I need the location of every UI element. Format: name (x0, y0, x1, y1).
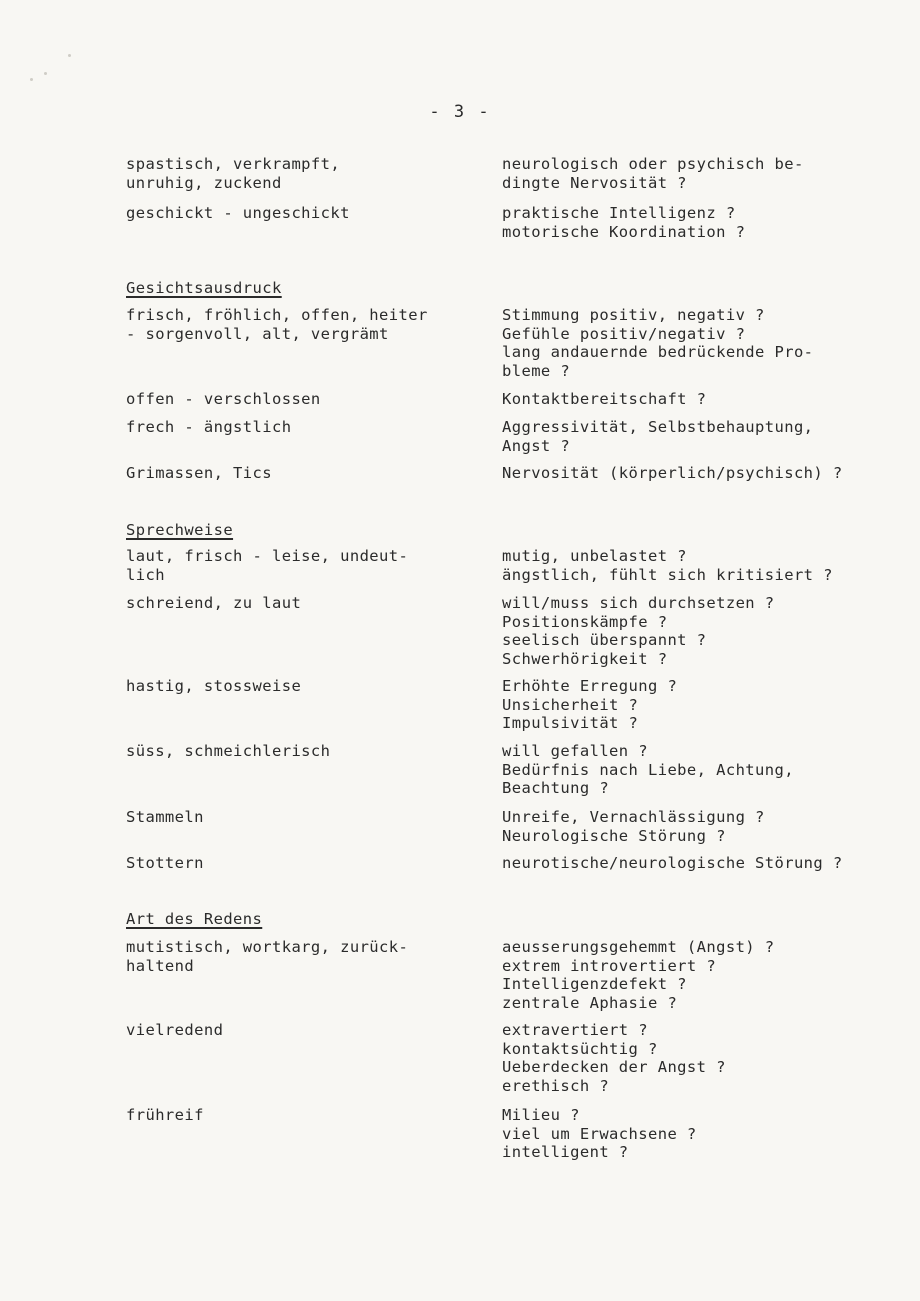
interpretation-text: will/muss sich durchsetzen ? Positionskämpfe ? seelisch überspannt ? Schwerhörigkeit ? (502, 594, 775, 668)
interpretation-text: Erhöhte Erregung ? Unsicherheit ? Impulsivität ? (502, 677, 678, 732)
interpretation-text: neurologisch oder psychisch be- dingte Nervosität ? (502, 155, 804, 192)
section-heading: Gesichtsausdruck (126, 279, 282, 297)
observation-text: geschickt - ungeschickt (126, 204, 350, 222)
observation-text: Stottern (126, 854, 204, 872)
observation-text: süss, schmeichlerisch (126, 742, 331, 760)
observation-text: frisch, fröhlich, offen, heiter - sorgenvoll, alt, vergrämt (126, 306, 428, 343)
observation-text: spastisch, verkrampft, unruhig, zuckend (126, 155, 341, 192)
observation-text: Stammeln (126, 808, 204, 826)
paper-speck (68, 54, 71, 57)
observation-text: offen - verschlossen (126, 390, 321, 408)
interpretation-text: Kontaktbereitschaft ? (502, 390, 707, 408)
interpretation-text: will gefallen ? Bedürfnis nach Liebe, Achtung, Beachtung ? (502, 742, 794, 797)
observation-text: laut, frisch - leise, undeut- lich (126, 547, 409, 584)
interpretation-text: Nervosität (körperlich/psychisch) ? (502, 464, 843, 482)
interpretation-text: Unreife, Vernachlässigung ? Neurologische Störung ? (502, 808, 765, 845)
interpretation-text: neurotische/neurologische Störung ? (502, 854, 843, 872)
observation-text: frühreif (126, 1106, 204, 1124)
paper-speck (30, 78, 33, 81)
page-number: - 3 - (429, 102, 491, 122)
observation-text: hastig, stossweise (126, 677, 302, 695)
interpretation-text: Aggressivität, Selbstbehauptung, Angst ? (502, 418, 814, 455)
interpretation-text: mutig, unbelastet ? ängstlich, fühlt sich kritisiert ? (502, 547, 833, 584)
observation-text: mutistisch, wortkarg, zurück- haltend (126, 938, 409, 975)
observation-text: vielredend (126, 1021, 224, 1039)
observation-text: frech - ängstlich (126, 418, 292, 436)
interpretation-text: extravertiert ? kontaktsüchtig ? Ueberdecken der Angst ? erethisch ? (502, 1021, 726, 1095)
section-heading: Art des Redens (126, 910, 263, 928)
interpretation-text: Milieu ? viel um Erwachsene ? intelligent ? (502, 1106, 697, 1161)
interpretation-text: aeusserungsgehemmt (Angst) ? extrem introvertiert ? Intelligenzdefekt ? zentrale Aphasie ? (502, 938, 775, 1012)
section-heading: Sprechweise (126, 521, 234, 539)
observation-text: Grimassen, Tics (126, 464, 272, 482)
interpretation-text: Stimmung positiv, negativ ? Gefühle positiv/negativ ? lang andauernde bedrückende Pro- bleme ? (502, 306, 814, 380)
interpretation-text: praktische Intelligenz ? motorische Koordination ? (502, 204, 746, 241)
observation-text: schreiend, zu laut (126, 594, 302, 612)
paper-speck (44, 72, 47, 75)
